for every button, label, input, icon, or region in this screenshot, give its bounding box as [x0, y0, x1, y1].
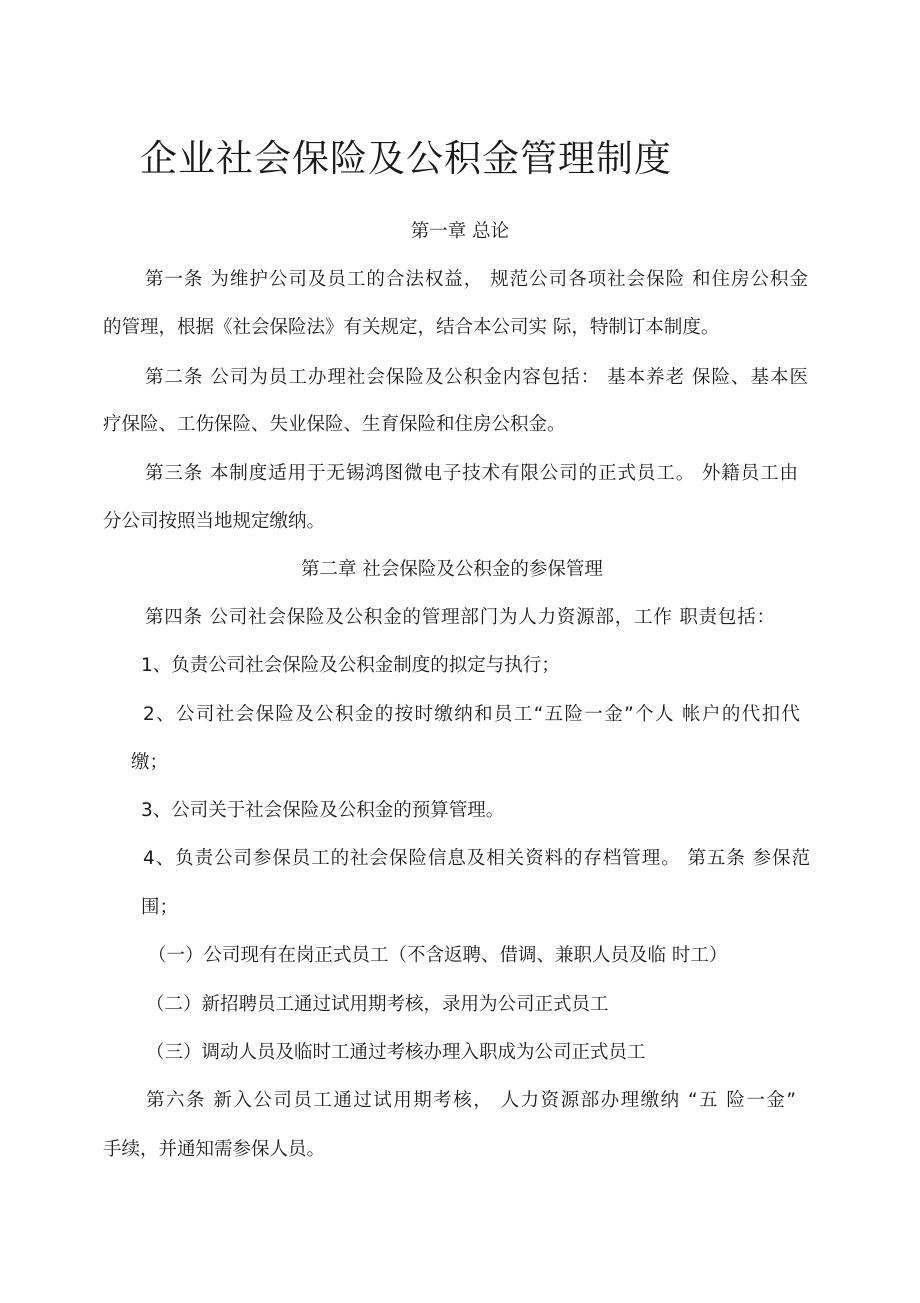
duty-4-line-1: 4、负责公司参保员工的社会保险信息及相关资料的存档管理。 第五条 参保范 — [143, 848, 810, 869]
duty-3: 3、公司关于社会保险及公积金的预算管理。 — [141, 800, 505, 821]
duty-2-line-1: 2、公司社会保险及公积金的按时缴纳和员工“五险一金”个人 帐户的代扣代 — [143, 704, 800, 725]
article-2-line-1: 第二条 公司为员工办理社会保险及公积金内容包括： 基本养老 保险、基本医 — [145, 367, 808, 388]
chapter-1-heading: 第一章 总论 — [410, 221, 510, 242]
document-title: 企业社会保险及公积金管理制度 — [140, 137, 672, 180]
article-6-line-2: 手续，并通知需参保人员。 — [103, 1139, 326, 1160]
scope-1: （一）公司现有在岗正式员工（不含返聘、借调、兼职人员及临 时工） — [148, 945, 728, 966]
scope-3: （三）调动人员及临时工通过考核办理入职成为公司正式员工 — [146, 1042, 646, 1063]
duty-4-line-2: 围； — [141, 897, 179, 918]
article-3-line-1: 第三条 本制度适用于无锡鸿图微电子技术有限公司的正式员工。 外籍员工由 — [145, 463, 798, 484]
chapter-2-heading: 第二章 社会保险及公积金的参保管理 — [301, 559, 603, 580]
article-6-line-1: 第六条 新入公司员工通过试用期考核， 人力资源部办理缴纳 “五 险一金” — [146, 1090, 796, 1111]
duty-1: 1、负责公司社会保险及公积金制度的拟定与执行； — [141, 655, 560, 676]
article-4: 第四条 公司社会保险及公积金的管理部门为人力资源部，工作 职责包括： — [145, 607, 775, 628]
article-1-line-2: 的管理，根据《社会保险法》有关规定，结合本公司实 际，特制订本制度。 — [103, 317, 720, 338]
duty-2-line-2: 缴； — [131, 752, 169, 773]
article-3-line-2: 分公司按照当地规定缴纳。 — [103, 511, 326, 532]
scope-2: （二）新招聘员工通过试用期考核，录用为公司正式员工 — [146, 994, 609, 1015]
article-2-line-2: 疗保险、工伤保险、失业保险、生育保险和住房公积金。 — [103, 414, 566, 435]
article-1-line-1: 第一条 为维护公司及员工的合法权益， 规范公司各项社会保险 和住房公积金 — [145, 269, 808, 290]
